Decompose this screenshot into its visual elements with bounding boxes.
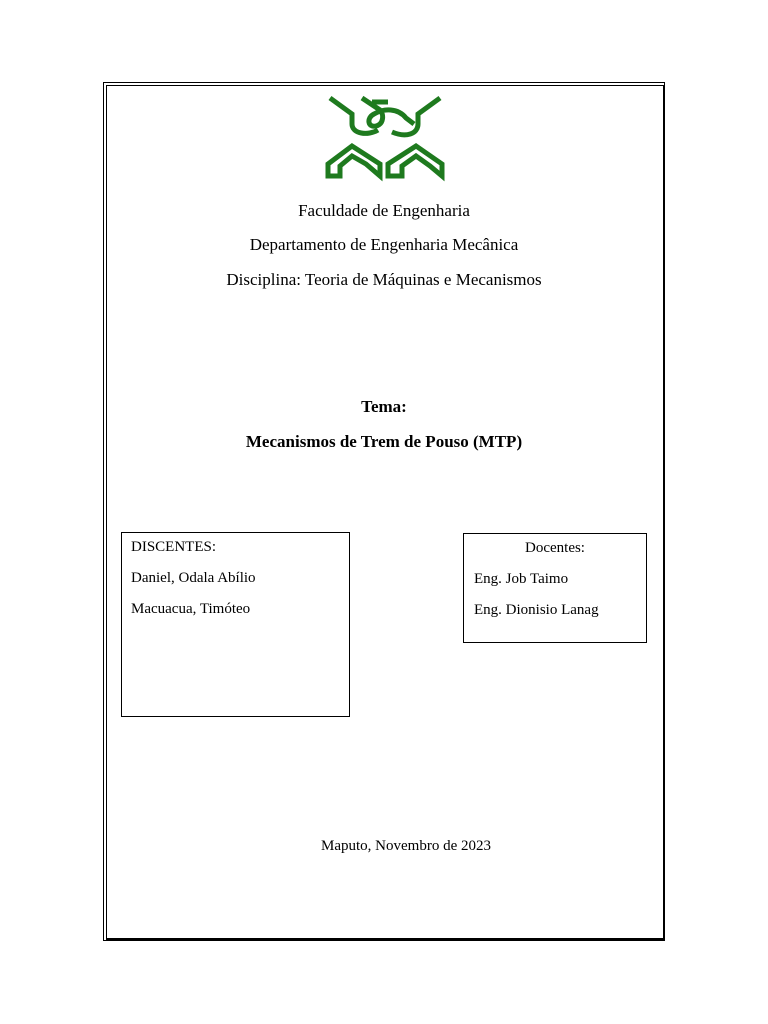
department-name: Departamento de Engenharia Mecânica	[249, 235, 519, 254]
teachers-box	[463, 533, 647, 643]
course-name: Disciplina: Teoria de Máquinas e Mecanismos	[226, 270, 542, 289]
students-box	[121, 532, 350, 717]
students-title: DISCENTES:	[131, 539, 217, 555]
teacher-name: Eng. Dionisio Lanag	[474, 602, 599, 618]
teachers-title: Docentes:	[525, 540, 585, 556]
theme-label: Tema:	[361, 397, 407, 416]
theme-title: Mecanismos de Trem de Pouso (MTP)	[245, 432, 523, 451]
student-name: Macuacua, Timóteo	[131, 601, 251, 617]
teacher-name: Eng. Job Taimo	[474, 571, 569, 587]
university-logo-icon	[322, 94, 448, 182]
student-name: Daniel, Odala Abílio	[131, 570, 256, 586]
faculty-name: Faculdade de Engenharia	[298, 201, 470, 220]
place-date: Maputo, Novembro de 2023	[321, 838, 491, 854]
